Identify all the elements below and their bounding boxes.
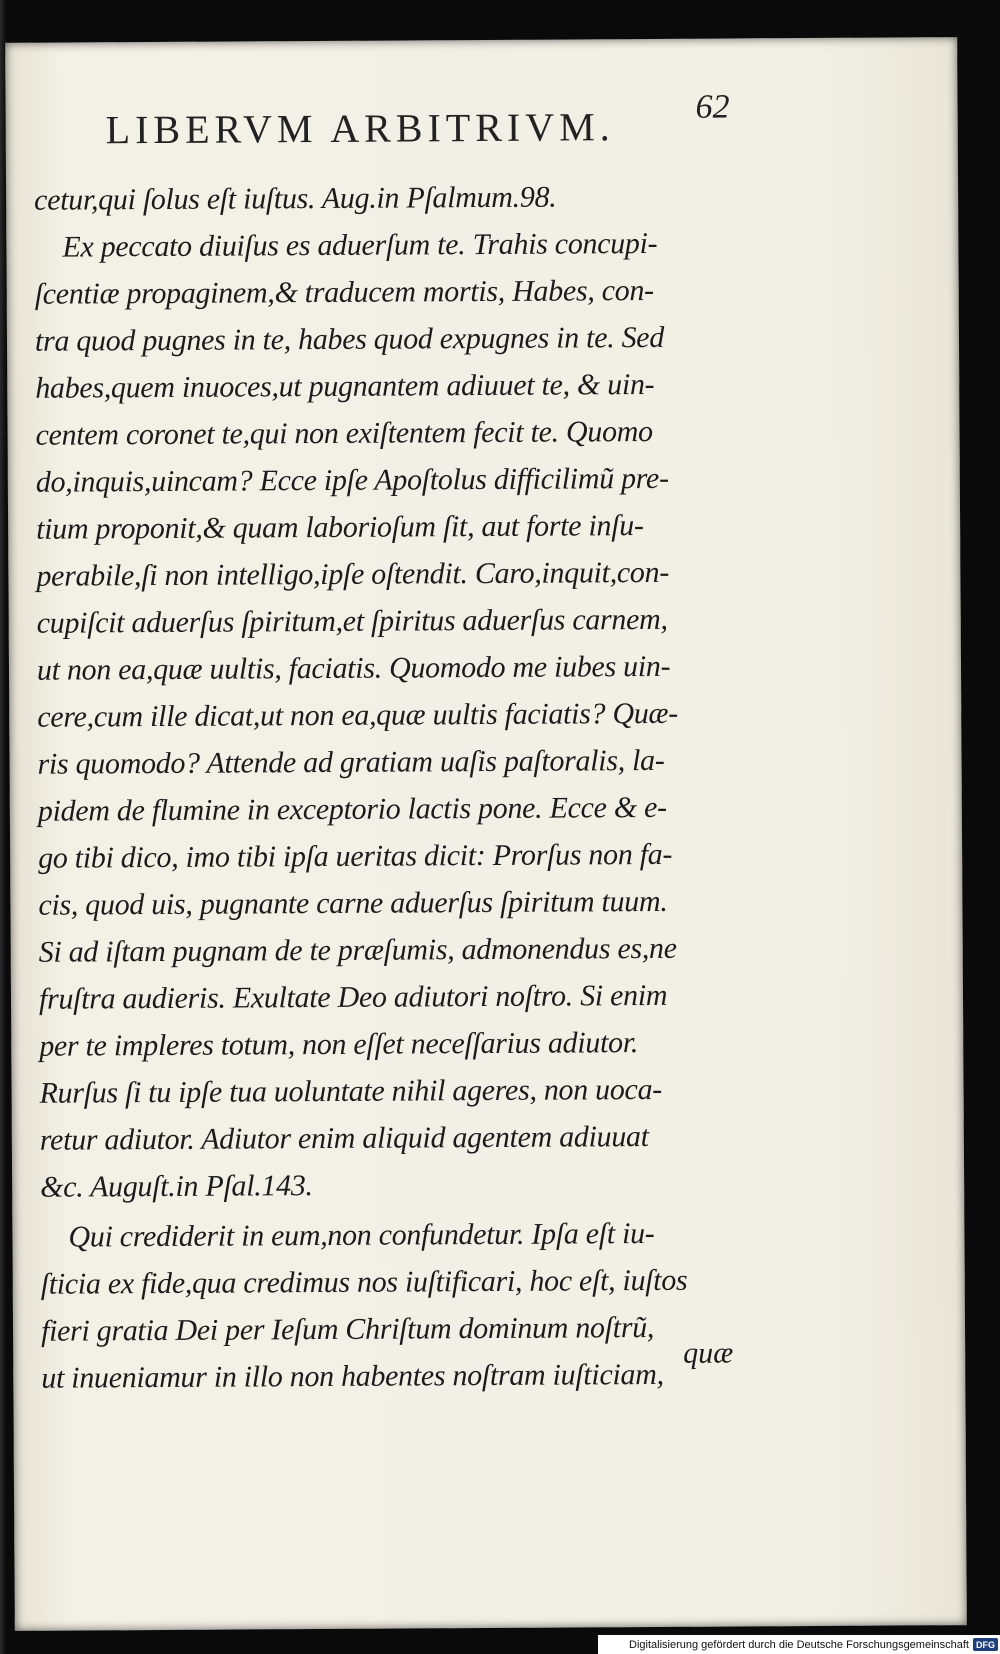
text-line: do,inquis,uincam? Ecce ipſe Apoſtolus difficilimũ pre- (35, 461, 669, 499)
book-page (5, 37, 967, 1631)
text-line: ut inueniamur in illo non habentes noſtram iuſticiam, (41, 1357, 664, 1395)
body-text (34, 172, 781, 1401)
text-line: per te impleres totum, non eſſet neceſſarius adiutor. (39, 1026, 639, 1063)
running-title: LIBERVM ARBITRIVM. (105, 104, 615, 153)
text-line: ſcentiæ propaginem,& traducem mortis, Habes, con- (34, 273, 654, 311)
text-line: fieri gratia Dei per Ieſum Chriſtum dominum noſtrũ, (40, 1310, 655, 1348)
catchword: quæ (683, 1336, 734, 1370)
text-line: ris quomodo? Attende ad gratiam uaſis paſtoralis, la- (37, 743, 665, 781)
text-line: habes,quem inuoces,ut pugnantem adiuuet te, & uin- (35, 367, 655, 405)
text-line: cis, quod uis, pugnante carne aduerſus ſpiritum tuum. (38, 884, 668, 922)
page-header (105, 88, 746, 166)
text-line: cetur,qui ſolus eſt iuſtus. Aug.in Pſalmum.98. (34, 180, 557, 217)
text-line: &c. Auguſt.in Pſal.143. (40, 1169, 313, 1204)
text-line: ut non ea,quæ uultis, faciatis. Quomodo me iubes uin- (36, 649, 671, 687)
text-line: Qui crediderit in eum,non confundetur. Ipſa eſt iu- (68, 1216, 655, 1254)
attribution-text: Digitalisierung gefördert durch die Deutsche Forschungsgemeinschaft (629, 1638, 969, 1651)
text-line: Rurſus ſi tu ipſe tua uoluntate nihil ageres, non uoca- (39, 1072, 663, 1110)
text-line: perabile,ſi non intelligo,ipſe oſtendit. Caro,inquit,con- (36, 555, 670, 593)
text-line: cere,cum ille dicat,ut non ea,quæ uultis faciatis? Quæ- (37, 696, 679, 734)
dfg-logo-icon: DFG (973, 1638, 998, 1651)
text-line: pidem de flumine in exceptorio lactis pone. Ecce & e- (37, 790, 667, 828)
digitization-attribution (598, 1635, 1000, 1654)
text-line: Si ad iſtam pugnam de te præſumis, admonendus es,ne (38, 931, 677, 969)
page-number: 62 (695, 88, 730, 126)
text-line: tium proponit,& quam laborioſum ſit, aut forte inſu- (36, 509, 644, 546)
text-line: centem coronet te,qui non exiſtentem fecit te. Quomo (35, 414, 653, 452)
text-line: tra quod pugnes in te, habes quod expugnes in te. Sed (34, 320, 665, 358)
text-line: cupiſcit aduerſus ſpiritum,et ſpiritus aduerſus carnem, (36, 602, 668, 640)
text-line: Ex peccato diuiſus es aduerſum te. Trahis concupi- (62, 226, 658, 264)
text-line: go tibi dico, imo tibi ipſa ueritas dicit: Prorſus non fa- (38, 837, 673, 875)
text-line: ſticia ex fide,qua credimus nos iuſtificari, hoc eſt, iuſtos (40, 1263, 688, 1301)
text-line: retur adiutor. Adiutor enim aliquid agentem adiuuat (39, 1120, 649, 1157)
text-line: fruſtra audieris. Exultate Deo adiutori noſtro. Si enim (38, 978, 668, 1016)
